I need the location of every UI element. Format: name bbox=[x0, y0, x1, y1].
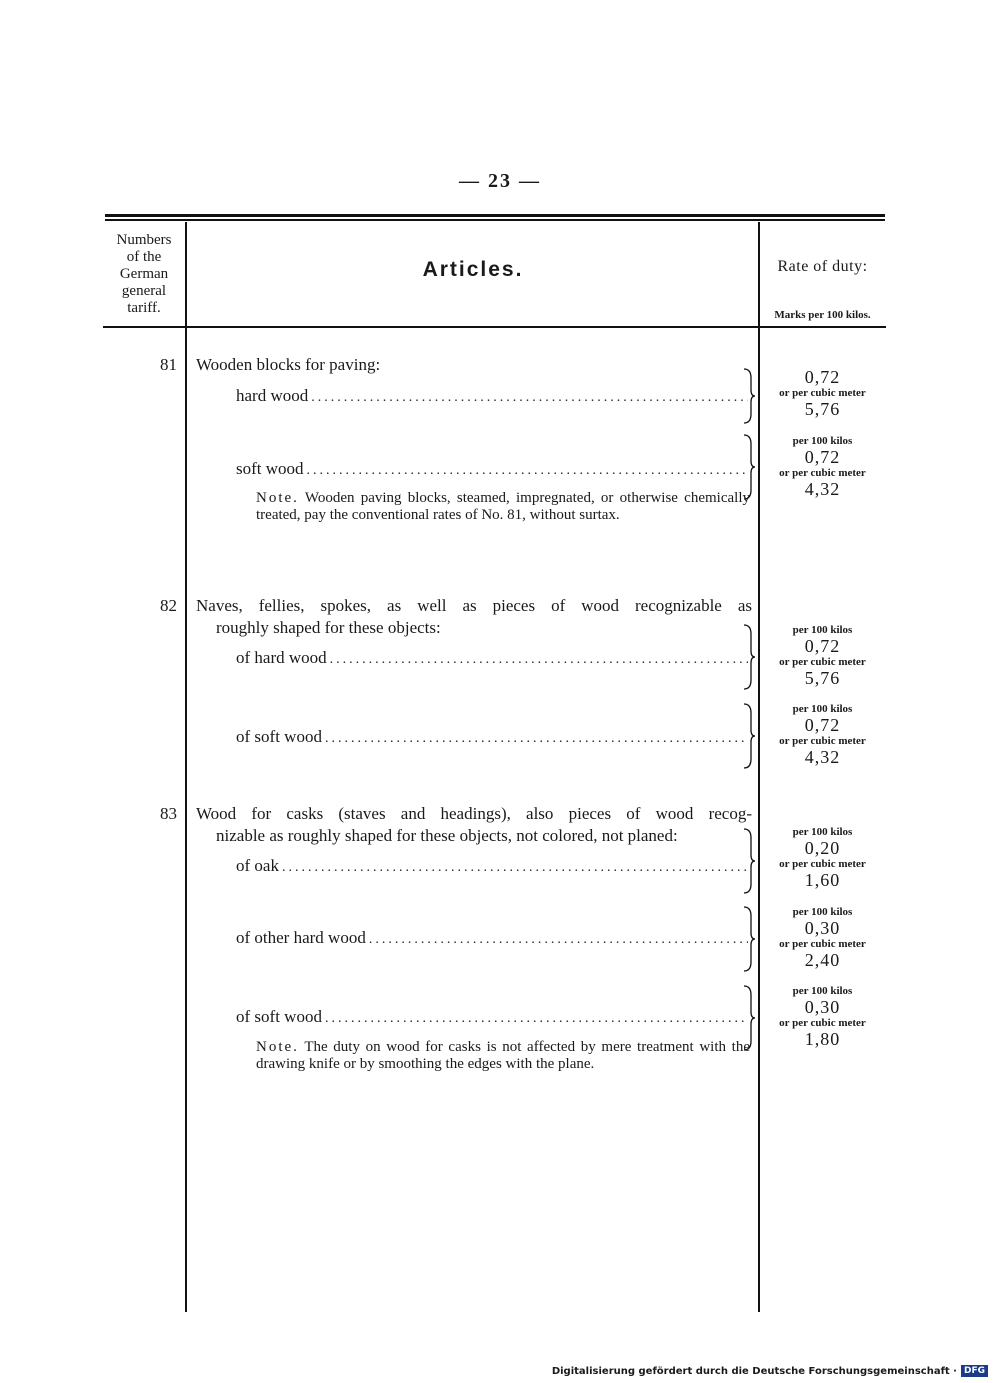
rate-unit: or per cubic meter bbox=[779, 938, 866, 950]
note-text: Wooden paving blocks, steamed, impregnated, or otherwise chemically treated, pay the conventional rates of No. 81, without surtax. bbox=[256, 490, 750, 523]
item-of-hard-wood bbox=[236, 648, 748, 668]
leader-dots bbox=[369, 932, 748, 948]
leader-dots bbox=[330, 652, 748, 668]
rate-unit: per 100 kilos bbox=[792, 906, 853, 918]
rate-of-soft-wood bbox=[760, 702, 885, 766]
rate-value: 0,72 bbox=[804, 715, 841, 735]
dfg-logo-icon: DFG bbox=[961, 1365, 988, 1377]
rate-of-oak bbox=[760, 825, 885, 889]
top-rule bbox=[105, 214, 885, 217]
item-label: of soft wood bbox=[236, 727, 322, 746]
rate-value: 0,72 bbox=[804, 367, 841, 387]
rate-unit: per 100 kilos bbox=[792, 985, 853, 997]
brace-icon bbox=[742, 828, 756, 894]
tariff-number-83: 83 bbox=[160, 804, 177, 823]
rate-unit: or per cubic meter bbox=[779, 656, 866, 668]
note-81 bbox=[256, 490, 750, 524]
item-of-oak bbox=[236, 856, 748, 876]
digitization-footer bbox=[552, 1365, 988, 1377]
leader-dots bbox=[325, 731, 748, 747]
tariff-number-82: 82 bbox=[160, 596, 177, 615]
header-numbers-line: of the bbox=[126, 249, 162, 265]
rate-hard-wood bbox=[760, 368, 885, 418]
item-label: of soft wood bbox=[236, 1007, 322, 1026]
rate-value: 0,72 bbox=[804, 447, 841, 467]
item-hard-wood bbox=[236, 386, 748, 406]
item-of-soft-wood bbox=[236, 727, 748, 747]
rate-value: 1,60 bbox=[804, 870, 841, 890]
rate-value: 4,32 bbox=[804, 747, 841, 767]
header-numbers-line: tariff. bbox=[127, 300, 161, 316]
rate-of-soft-wood-casks bbox=[760, 984, 885, 1048]
note-83 bbox=[256, 1039, 750, 1073]
brace-icon bbox=[742, 624, 756, 690]
item-of-soft-wood-casks bbox=[236, 1007, 748, 1027]
header-articles: Articles. bbox=[422, 258, 524, 281]
leader-dots bbox=[311, 390, 748, 406]
brace-icon bbox=[742, 703, 756, 769]
rate-value: 4,32 bbox=[804, 479, 841, 499]
rate-unit: per 100 kilos bbox=[792, 826, 853, 838]
item-label: of other hard wood bbox=[236, 928, 366, 947]
footer-text: Digitalisierung gefördert durch die Deutsche Forschungsgemeinschaft · bbox=[551, 1365, 957, 1377]
item-of-other-hard-wood bbox=[236, 928, 748, 948]
entry-title-81: Wooden blocks for paving: bbox=[196, 355, 381, 374]
rate-value: 2,40 bbox=[804, 950, 841, 970]
page-number: — 23 — bbox=[459, 170, 541, 192]
rate-unit: or per cubic meter bbox=[779, 858, 866, 870]
rate-value: 0,30 bbox=[804, 997, 841, 1017]
rate-of-hard-wood bbox=[760, 623, 885, 687]
item-soft-wood bbox=[236, 459, 748, 479]
rate-unit: or per cubic meter bbox=[779, 387, 866, 399]
item-label: of hard wood bbox=[236, 648, 327, 667]
tariff-number-81: 81 bbox=[160, 355, 177, 374]
header-numbers-line: Numbers bbox=[116, 232, 172, 248]
rate-value: 0,20 bbox=[804, 838, 841, 858]
rate-value: 1,80 bbox=[804, 1029, 841, 1049]
entry-title-83-line2: nizable as roughly shaped for these objects, not colored, not planed: bbox=[216, 826, 678, 845]
rate-of-other-hard-wood bbox=[760, 905, 885, 969]
rate-value: 5,76 bbox=[804, 668, 841, 688]
header-marks: Marks per 100 kilos. bbox=[774, 309, 871, 321]
note-label: Note. bbox=[256, 490, 299, 506]
top-rule-inner bbox=[105, 219, 885, 221]
header-rate: Rate of duty: bbox=[777, 258, 868, 275]
header-rule bbox=[103, 326, 886, 328]
rate-unit: per 100 kilos bbox=[792, 435, 853, 447]
rate-value: 5,76 bbox=[804, 399, 841, 419]
item-label: soft wood bbox=[236, 459, 304, 478]
rate-unit: per 100 kilos bbox=[792, 703, 853, 715]
entry-title-82-line1: Naves, fellies, spokes, as well as pieces of wood recognizable as bbox=[196, 596, 752, 615]
rate-unit: or per cubic meter bbox=[779, 1017, 866, 1029]
header-numbers-line: German bbox=[119, 266, 169, 282]
note-text: The duty on wood for casks is not affected by mere treatment with the drawing knife or by smoothing the edges with the plane. bbox=[256, 1039, 750, 1072]
rate-unit: or per cubic meter bbox=[779, 467, 866, 479]
leader-dots bbox=[325, 1011, 748, 1027]
column-divider-left bbox=[185, 222, 187, 1312]
rate-soft-wood bbox=[760, 434, 885, 498]
note-label: Note. bbox=[256, 1039, 299, 1055]
item-label: hard wood bbox=[236, 386, 309, 405]
rate-unit: or per cubic meter bbox=[779, 735, 866, 747]
brace-icon bbox=[742, 368, 756, 424]
leader-dots bbox=[307, 463, 748, 479]
item-label: of oak bbox=[236, 856, 279, 875]
entry-title-82-line2: roughly shaped for these objects: bbox=[216, 618, 441, 637]
rate-value: 0,30 bbox=[804, 918, 841, 938]
brace-icon bbox=[742, 906, 756, 972]
rate-unit: per 100 kilos bbox=[792, 624, 853, 636]
leader-dots bbox=[282, 860, 748, 876]
rate-value: 0,72 bbox=[804, 636, 841, 656]
header-numbers-line: general bbox=[121, 283, 167, 299]
entry-title-83-line1: Wood for casks (staves and headings), also pieces of wood recog- bbox=[196, 804, 752, 823]
header-numbers bbox=[105, 232, 183, 317]
